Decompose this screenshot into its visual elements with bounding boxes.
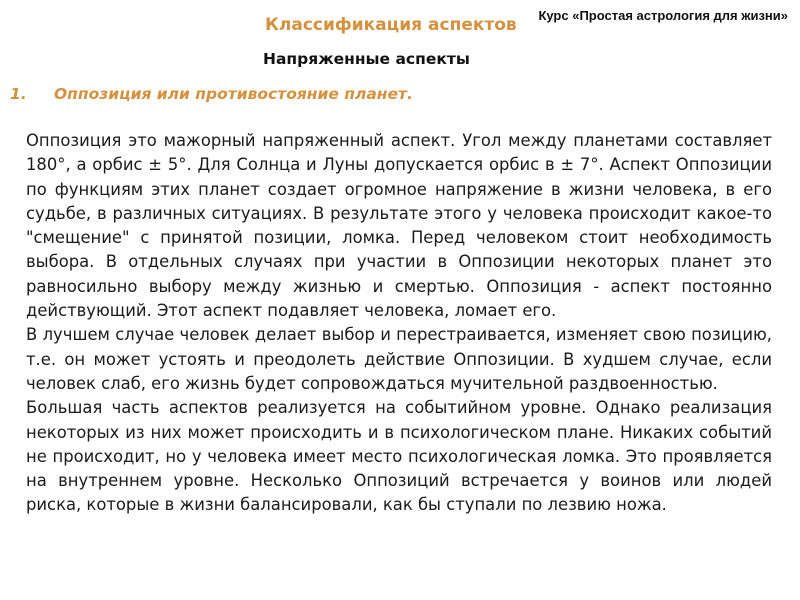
course-name: Курс «Простая астрология для жизни» — [538, 8, 788, 23]
page-subtitle: Напряженные аспекты — [263, 50, 470, 68]
section-heading — [10, 85, 413, 103]
page-title: Классификация аспектов — [265, 15, 517, 35]
section-number: 1. — [10, 85, 27, 103]
section-heading-text: Оппозиция или противостояние планет. — [54, 85, 413, 103]
paragraph-2: В лучшем случае человек делает выбор и перестраивается, изменяет свою позицию, т.е. он может устоять и преодолеть действие Оппозиции. В худшем случае, если человек слаб, его жизнь будет сопровождаться мучительной раздвоенностью. — [26, 325, 772, 393]
paragraph-3: Большая часть аспектов реализуется на событийном уровне. Однако реализация некоторых из них может происходить и в психологическом плане. Никаких событий не происходит, но у человека имеет место психологическая ломка. Это проявляется на внутреннем уровне. Несколько Оппозиций встречается у воинов или людей риска, которые в жизни балансировали, как бы ступали по лезвию ножа. — [26, 398, 772, 515]
body-text — [26, 129, 772, 518]
paragraph-1: Оппозиция это мажорный напряженный аспект. Угол между планетами составляет 180°, а орбис ± 5°. Для Солнца и Луны допускается орбис в ± 7°. Аспект Оппозиции по функциям этих планет создает огромное напряжение в жизни человека, в его судьбе, в различных ситуациях. В результате этого у человека происходит какое-то "смещение" с принятой позиции, ломка. Перед человеком стоит необходимость выбора. В отдельных случаях при участии в Оппозиции некоторых планет это равносильно выбору между жизнью и смертью. Оппозиция - аспект постоянно действующий. Этот аспект подавляет человека, ломает его. — [26, 131, 772, 321]
